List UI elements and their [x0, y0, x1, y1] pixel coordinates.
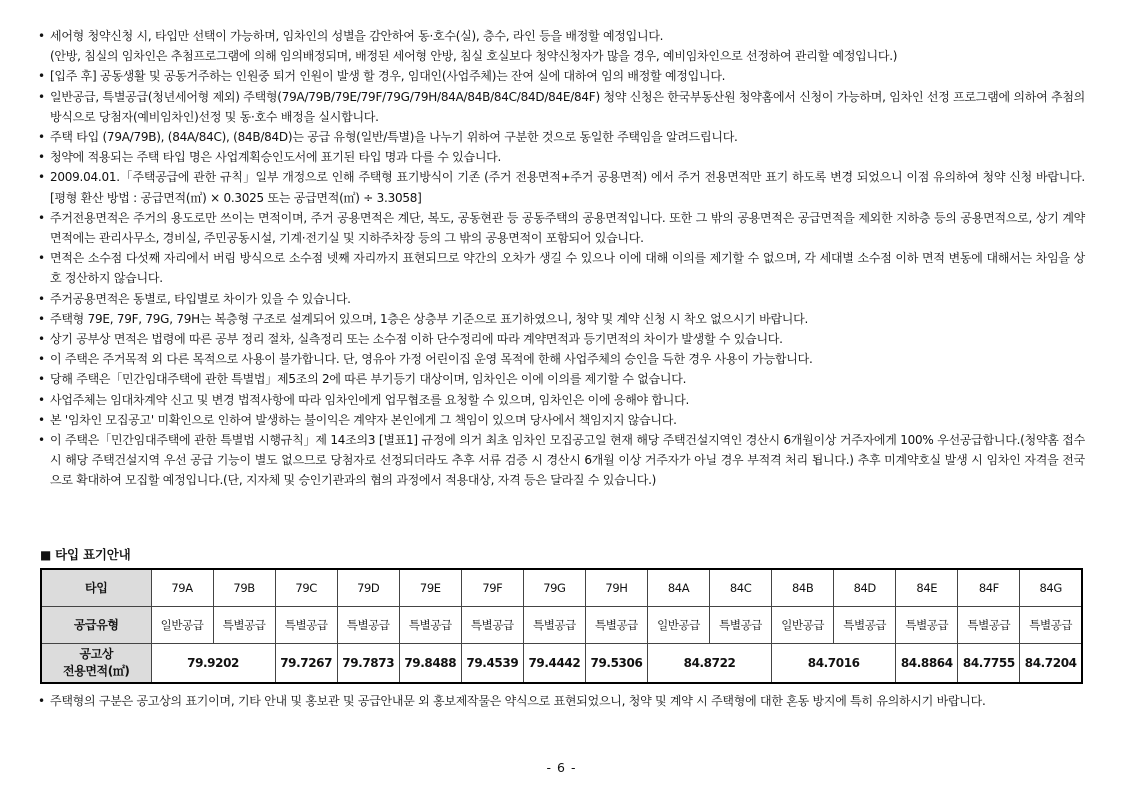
table-note-list — [38, 691, 1085, 711]
notice-item: • 주택 타입 (79A/79B), (84A/84C), (84B/84D)는 공급 유형(일반/특별)을 나누기 위하여 구분한 것으로 동일한 주택임을 알려드립니다. — [38, 127, 1085, 147]
notice-item: • 2009.04.01.「주택공급에 관한 규칙」일부 개정으로 인해 주택형 표기방식이 기존 (주거 전용면적+주거 공용면적) 에서 주거 전용면적만 표기 하도록 변경 되었으니 이점 유의하여 청약 신청 바랍니다. [평형 환산 방법 : 공급면적(㎡) × 0.3025 또는 공급면적(㎡) ÷ 3.3058] — [38, 167, 1085, 207]
notice-item: • 면적은 소수점 다섯째 자리에서 버림 방식으로 소수점 넷째 자리까지 표현되므로 약간의 오차가 생길 수 있으나 이에 대해 이의를 제기할 수 없으며, 각 세대별 소수점 이하 면적 변동에 대해서는 차임을 상호 정산하지 않습니다. — [38, 248, 1085, 288]
type-cell: 79B — [213, 569, 275, 606]
section-heading — [40, 545, 131, 563]
supply-cell: 특별공급 — [896, 606, 958, 643]
notice-item: • 일반공급, 특별공급(청년세어형 제외) 주택형(79A/79B/79E/79F/79G/79H/84A/84B/84C/84D/84E/84F) 청약 신청은 한국부동산원 청약홈에서 신청이 가능하며, 임차인 선정 프로그램에 의하여 추첨의 방식으로 당첨자(예비임차인)선정 및 동·호수 배정을 실시합니다. — [38, 87, 1085, 127]
table-note: • 주택형의 구분은 공고상의 표기이며, 기타 안내 및 홍보관 및 공급안내문 외 홍보제작물은 약식으로 표현되었으니, 청약 및 계약 시 주택형에 대한 혼동 방지에 특히 유의하시기 바랍니다. — [38, 691, 1085, 711]
supply-cell: 일반공급 — [151, 606, 213, 643]
notice-item-sub: (안방, 침실의 임차인은 추첨프로그램에 의해 임의배정되며, 배정된 세어형 안방, 침실 호실보다 청약신청자가 많을 경우, 예비임차인으로 선정하여 관리할 예정입니다.) — [50, 49, 898, 64]
area-cell: 84.8864 — [896, 643, 958, 683]
type-cell: 79E — [399, 569, 461, 606]
area-cell: 84.7755 — [958, 643, 1020, 683]
notice-item: • [입주 후] 공동생활 및 공동거주하는 인원중 퇴거 인원이 발생 할 경우, 임대인(사업주체)는 잔여 실에 대하여 임의 배정할 예정입니다. — [38, 66, 1085, 86]
supply-row — [41, 606, 1082, 643]
notice-item: • 주택형 79E, 79F, 79G, 79H는 복층형 구조로 설계되어 있으며, 1층은 상층부 기준으로 표기하였으니, 청약 및 계약 신청 시 착오 없으시기 바랍니다. — [38, 309, 1085, 329]
supply-cell: 특별공급 — [213, 606, 275, 643]
notice-item: • 이 주택은 주거목적 외 다른 목적으로 사용이 불가합니다. 단, 영유아 가정 어린이집 운영 목적에 한해 사업주체의 승인을 득한 경우 사용이 가능합니다. — [38, 349, 1085, 369]
supply-cell: 일반공급 — [772, 606, 834, 643]
section-title: 타입 표기안내 — [55, 547, 131, 562]
supply-cell: 특별공급 — [1020, 606, 1082, 643]
type-row-header: 타입 — [41, 569, 151, 606]
notice-item: • 상기 공부상 면적은 법령에 따른 공부 정리 절차, 실측정리 또는 소수점 이하 단수정리에 따라 계약면적과 등기면적의 차이가 발생할 수 있습니다. — [38, 329, 1085, 349]
square-bullet-icon: ■ — [40, 548, 52, 562]
area-row — [41, 643, 1082, 683]
area-cell: 84.8722 — [648, 643, 772, 683]
area-cell: 84.7016 — [772, 643, 896, 683]
type-cell: 79H — [585, 569, 647, 606]
area-cell: 79.9202 — [151, 643, 275, 683]
notice-item: • 청약에 적용되는 주택 타입 명은 사업계획승인도서에 표기된 타입 명과 다를 수 있습니다. — [38, 147, 1085, 167]
supply-cell: 특별공급 — [585, 606, 647, 643]
supply-row-header: 공급유형 — [41, 606, 151, 643]
notice-item: • 이 주택은「민간임대주택에 관한 특별법 시행규칙」제 14조의3 [별표1] 규정에 의거 최초 임차인 모집공고일 현재 해당 주택건설지역인 경산시 6개월이상 거주자에게 100% 우선공급합니다.(청약홈 접수 시 해당 주택건설지역 우선 공급 기능이 별도 없으므로 당첨자로 선정되더라도 추후 서류 검증 시 경산시 6개월 이상 거주자가 아닐 경우 부적격 처리 됩니다.) 추후 미계약호실 발생 시 임차인 자격을 전국으로 확대하여 모집할 예정입니다.(단, 지자체 및 승인기관과의 협의 과정에서 적용대상, 자격 등은 달라질 수 있습니다.) — [38, 430, 1085, 491]
supply-cell: 특별공급 — [461, 606, 523, 643]
type-cell: 84D — [834, 569, 896, 606]
type-cell: 84C — [710, 569, 772, 606]
supply-cell: 특별공급 — [834, 606, 896, 643]
supply-cell: 특별공급 — [958, 606, 1020, 643]
area-cell: 79.4539 — [461, 643, 523, 683]
notice-list — [38, 26, 1085, 491]
type-cell: 84E — [896, 569, 958, 606]
notice-item: • 주거전용면적은 주거의 용도로만 쓰이는 면적이며, 주거 공용면적은 계단, 복도, 공동현관 등 공동주택의 공용면적입니다. 또한 그 밖의 공용면적은 공급면적을 제외한 지하층 등의 공용면적으로, 상기 계약면적에는 관리사무소, 경비실, 주민공동시설, 기계·전기실 및 지하주차장 등의 그 밖의 공용면적이 포함되어 있습니다. — [38, 208, 1085, 248]
area-cell: 79.5306 — [585, 643, 647, 683]
notice-item: • 주거공용면적은 동별로, 타입별로 차이가 있을 수 있습니다. — [38, 289, 1085, 309]
area-cell: 79.7267 — [275, 643, 337, 683]
type-cell: 79F — [461, 569, 523, 606]
area-header-line1: 공고상 — [79, 646, 114, 661]
type-cell: 84F — [958, 569, 1020, 606]
page-number: - 6 - — [546, 760, 577, 775]
notice-item: • 사업주체는 임대차계약 신고 및 변경 법적사항에 따라 임차인에게 업무협조를 요청할 수 있으며, 임차인은 이에 응해야 합니다. — [38, 390, 1085, 410]
type-cell: 79A — [151, 569, 213, 606]
supply-cell: 일반공급 — [648, 606, 710, 643]
type-cell: 79G — [523, 569, 585, 606]
type-cell: 84G — [1020, 569, 1082, 606]
area-cell: 79.4442 — [523, 643, 585, 683]
supply-cell: 특별공급 — [275, 606, 337, 643]
notice-item: • 세어형 청약신청 시, 타입만 선택이 가능하며, 임차인의 성별을 감안하여 동·호수(실), 층수, 라인 등을 배정할 예정입니다. — [38, 26, 1085, 46]
type-row — [41, 569, 1082, 606]
notice-item: • 본 '임차인 모집공고' 미확인으로 인하여 발생하는 불이익은 계약자 본인에게 그 책임이 있으며 당사에서 책임지지 않습니다. — [38, 410, 1085, 430]
supply-cell: 특별공급 — [710, 606, 772, 643]
area-header-line2: 전용면적(㎡) — [62, 663, 130, 678]
area-row-header — [41, 643, 151, 683]
type-cell: 79C — [275, 569, 337, 606]
supply-cell: 특별공급 — [523, 606, 585, 643]
type-cell: 84A — [648, 569, 710, 606]
supply-cell: 특별공급 — [399, 606, 461, 643]
type-cell: 79D — [337, 569, 399, 606]
area-cell: 79.8488 — [399, 643, 461, 683]
type-cell: 84B — [772, 569, 834, 606]
area-cell: 84.7204 — [1020, 643, 1082, 683]
area-cell: 79.7873 — [337, 643, 399, 683]
supply-cell: 특별공급 — [337, 606, 399, 643]
notice-item: • 당해 주택은「민간임대주택에 관한 특별법」제5조의 2에 따른 부기등기 대상이며, 임차인은 이에 이의를 제기할 수 없습니다. — [38, 369, 1085, 389]
type-table — [40, 568, 1083, 684]
